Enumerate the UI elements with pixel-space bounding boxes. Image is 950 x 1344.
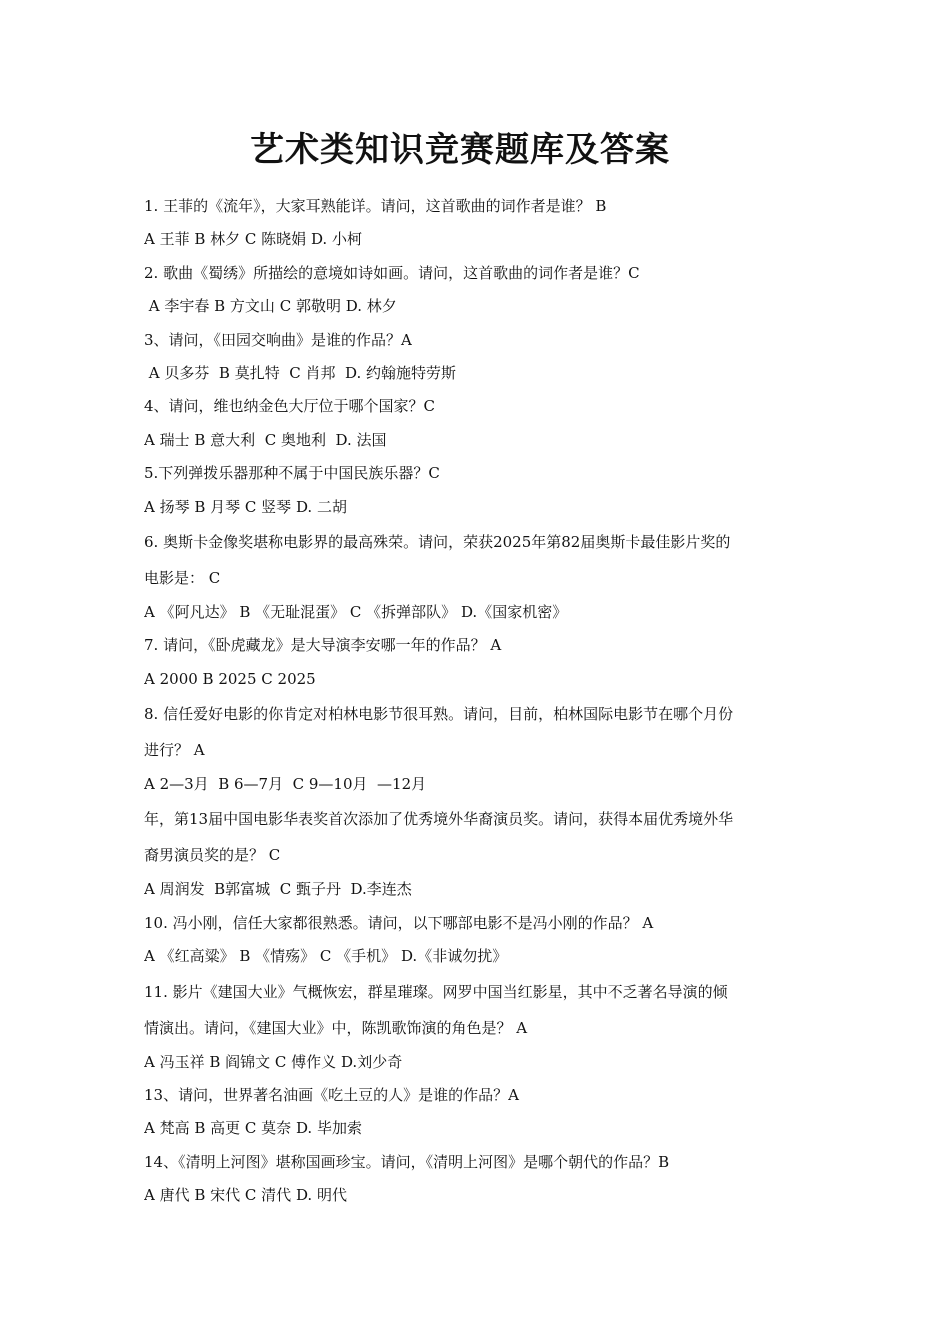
question-9-line-2: 裔男演员奖的是？ C [144,846,281,865]
question-11-line-1: 11. 影片《建国大业》气概恢宏，群星璀璨。网罗中国当红影星，其中不乏著名导演的倾 [144,982,728,1001]
options-9: A 周润发 B郭富城 C 甄子丹 D.李连杰 [144,880,412,899]
question-5: 5.下列弹拨乐器那种不属于中国民族乐器？C [144,464,440,483]
question-11-line-2: 情演出。请问，《建国大业》中，陈凯歌饰演的角色是？ A [144,1018,528,1037]
options-8: A 2—3月 B 6—7月 C 9—10月 —12月 [144,775,427,794]
question-6-line-1: 6. 奥斯卡金像奖堪称电影界的最高殊荣。请问，荣获2025年第82届奥斯卡最佳影片奖的 [144,532,731,551]
options-10: A 《红高粱》 B 《情殇》 C 《手机》 D.《非诚勿扰》 [144,947,508,966]
question-9-line-1: 年，第13届中国电影华表奖首次添加了优秀境外华裔演员奖。请问，获得本届优秀境外华 [144,810,734,829]
options-5: A 扬琴 B 月琴 C 竖琴 D. 二胡 [144,497,347,516]
document-title: 艺术类知识竞赛题库及答案 [250,130,670,170]
question-10: 10. 冯小刚，信任大家都很熟悉。请问，以下哪部电影不是冯小刚的作品？ A [144,913,654,932]
options-13: A 梵高 B 高更 C 莫奈 D. 毕加索 [144,1119,362,1138]
question-8-line-2: 进行？ A [144,741,205,760]
question-14: 14、《清明上河图》堪称国画珍宝。请问，《清明上河图》是哪个朝代的作品？B [144,1152,670,1171]
options-14: A 唐代 B 宋代 C 清代 D. 明代 [144,1186,347,1205]
question-3: 3、请问，《田园交响曲》是谁的作品？A [144,330,412,349]
options-6: A 《阿凡达》 B 《无耻混蛋》 C 《拆弹部队》 D.《国家机密》 [144,602,568,621]
question-6-line-2: 电影是： C [144,568,221,587]
question-8-line-1: 8. 信任爱好电影的你肯定对柏林电影节很耳熟。请问，目前，柏林国际电影节在哪个月份 [144,705,734,724]
question-7: 7. 请问，《卧虎藏龙》是大导演李安哪一年的作品？ A [144,636,502,655]
options-3: A 贝多芬 B 莫扎特 C 肖邦 D. 约翰施特劳斯 [144,363,457,382]
question-2: 2. 歌曲《蜀绣》所描绘的意境如诗如画。请问，这首歌曲的词作者是谁？C [144,263,640,282]
options-1: A 王菲 B 林夕 C 陈晓娟 D. 小柯 [144,230,362,249]
question-list [144,190,814,1213]
options-2: A 李宇春 B 方文山 C 郭敬明 D. 林夕 [144,297,397,316]
options-7: A 2000 B 2025 C 2025 [144,669,316,688]
question-13: 13、请问，世界著名油画《吃土豆的人》是谁的作品？A [144,1086,519,1105]
question-4: 4、请问，维也纳金色大厅位于哪个国家？C [144,397,436,416]
question-1: 1. 王菲的《流年》，大家耳熟能详。请问，这首歌曲的词作者是谁？ B [144,197,607,215]
options-4: A 瑞士 B 意大利 C 奥地利 D. 法国 [144,430,387,449]
options-11: A 冯玉祥 B 阎锦文 C 傅作义 D.刘少奇 [144,1052,403,1071]
